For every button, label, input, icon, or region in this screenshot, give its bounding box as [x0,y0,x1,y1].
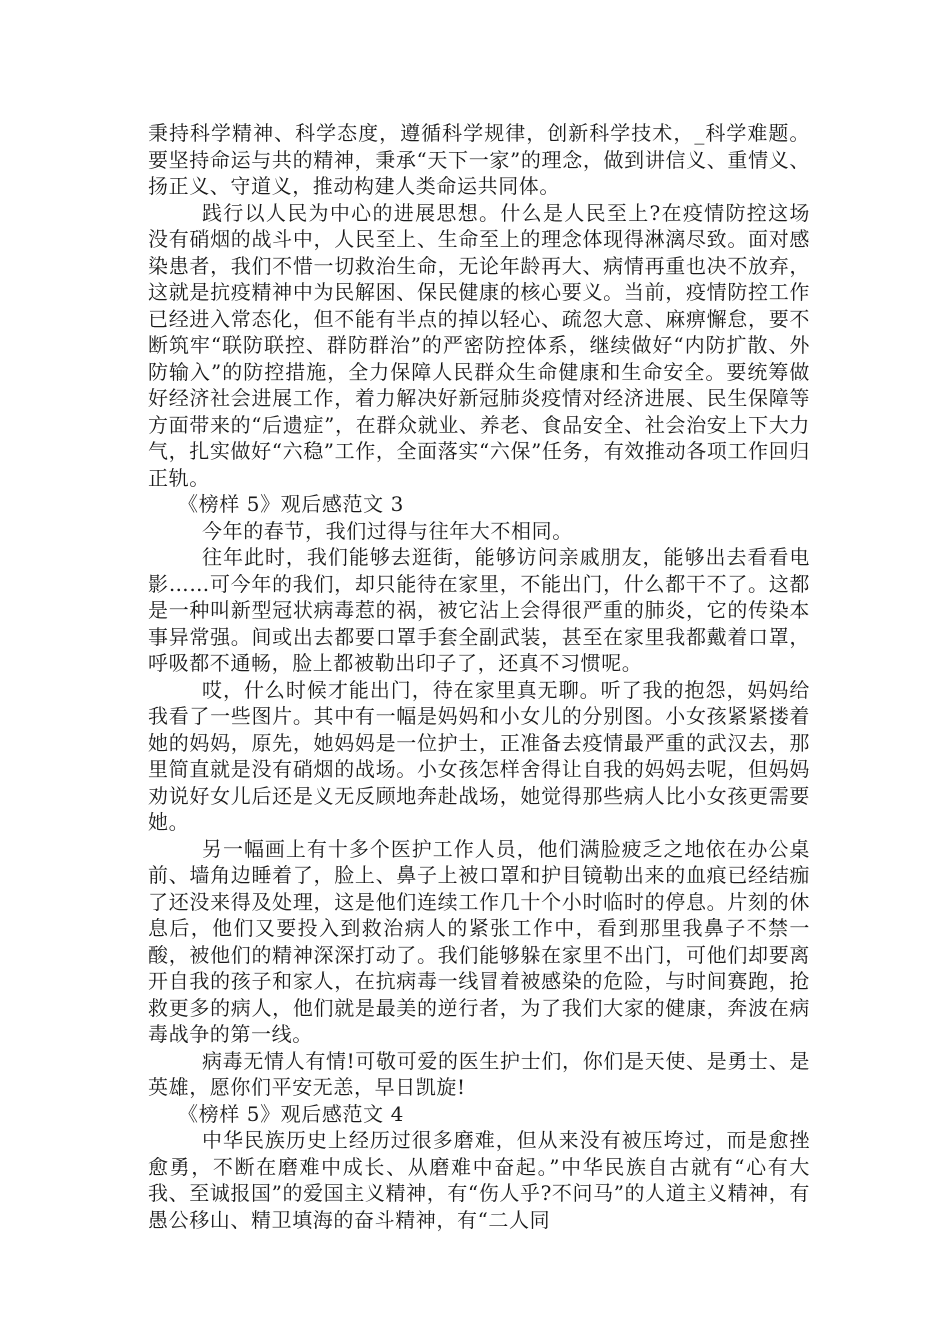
paragraph: 秉持科学精神、科学态度，遵循科学规律，创新科学技术，_科学难题。要坚持命运与共的精神，秉承“天下一家”的理念，做到讲信义、重情义、扬正义、守道义，推动构建人类命运共同体。 [148,121,810,198]
paragraph: 病毒无情人有情!可敬可爱的医生护士们，你们是天使、是勇士、是英雄，愿你们平安无恙，早日凯旋! [148,1048,810,1099]
paragraph: 哎，什么时候才能出门，待在家里真无聊。听了我的抱怨，妈妈给我看了一些图片。其中有一幅是妈妈和小女儿的分别图。小女孩紧紧搂着她的妈妈，原先，她妈妈是一位护士，正准备去疫情最严重的武汉去，那里简直就是没有硝烟的战场。小女孩怎样舍得让自我的妈妈去呢，但妈妈劝说好女儿后还是义无反顾地奔赴战场，她觉得那些病人比小女孩更需要她。 [148,677,810,834]
paragraph: 践行以人民为中心的进展思想。什么是人民至上?在疫情防控这场没有硝烟的战斗中，人民至上、生命至上的理念体现得淋漓尽致。面对感染患者，我们不惜一切救治生命，无论年龄再大、病情再重也决不放弃，这就是抗疫精神中为民解困、保民健康的核心要义。当前，疫情防控工作已经进入常态化，但不能有半点的掉以轻心、疏忽大意、麻痹懈怠，要不断筑牢“联防联控、群防群治”的严密防控体系，继续做好“内防扩散、外防输入”的防控措施，全力保障人民群众生命健康和生命安全。要统筹做好经济社会进展工作，着力解决好新冠肺炎疫情对经济进展、民生保障等方面带来的“后遗症”，在群众就业、养老、食品安全、社会治安上下大力气，扎实做好“六稳”工作，全面落实“六保”任务，有效推动各项工作回归正轨。 [148,200,810,490]
paragraph: 中华民族历史上经历过很多磨难，但从来没有被压垮过，而是愈挫愈勇，不断在磨难中成长、从磨难中奋起。”中华民族自古就有“心有大我、至诚报国”的爱国主义精神，有“伤人乎?不问马”的人道主义精神，有愚公移山、精卫填海的奋斗精神，有“二人同 [148,1128,810,1232]
paragraph: 另一幅画上有十多个医护工作人员，他们满脸疲乏之地依在办公桌前、墙角边睡着了，脸上、鼻子上被口罩和护目镜勒出来的血痕已经结痂了还没来得及处理，这是他们连续工作几十个小时临时的停息。片刻的休息后，他们又要投入到救治病人的紧张工作中，看到那里我鼻子不禁一酸，被他们的精神深深打动了。我们能够躲在家里不出门，可他们却要离开自我的孩子和家人，在抗病毒一线冒着被感染的危险，与时间赛跑，抢救更多的病人，他们就是最美的逆行者，为了我们大家的健康，奔波在病毒战争的第一线。 [148,836,810,1046]
section-heading: 《榜样 5》观后感范文 4 [178,1101,404,1126]
paragraph: 往年此时，我们能够去逛街，能够访问亲戚朋友，能够出去看看电影……可今年的我们，却只能待在家里，不能出门，什么都干不了。这都是一种叫新型冠状病毒惹的祸，被它沾上会得很严重的肺炎，它的传染本事异常强。间或出去都要口罩手套全副武装，甚至在家里我都戴着口罩，呼吸都不通畅，脸上都被勒出印子了，还真不习惯呢。 [148,545,810,675]
section-heading: 《榜样 5》观后感范文 3 [178,492,404,516]
document-body [148,120,810,1233]
paragraph: 今年的春节，我们过得与往年大不相同。 [202,518,573,543]
